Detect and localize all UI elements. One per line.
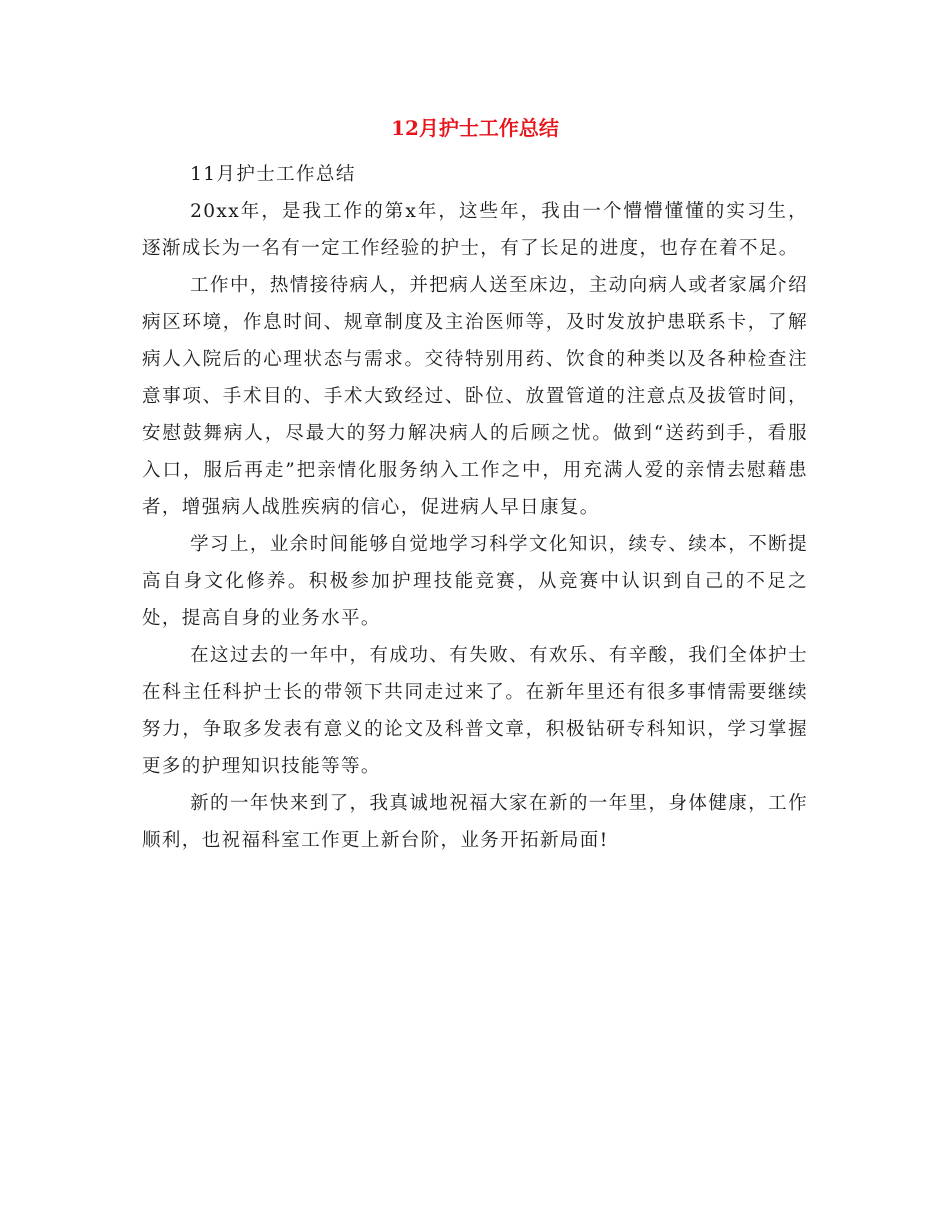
- subtitle-paragraph: 11月护士工作总结: [190, 164, 356, 185]
- document-title: 12月护士工作总结: [391, 116, 559, 140]
- review-paragraph: 在这过去的一年中，有成功、有失败、有欢乐、有辛酸，我们全体护士在科主任科护士长的带领下共同走过来了。在新年里还有很多事情需要继续努力，争取多发表有意义的论文及科普文章，积极钻研专科知识，学习掌握更多的护理知识技能等等。: [142, 645, 808, 777]
- wishes-paragraph: 新的一年快来到了，我真诚地祝福大家在新的一年里，身体健康，工作顺利，也祝福科室工作更上新台阶，业务开拓新局面!: [142, 793, 808, 851]
- study-paragraph: 学习上，业余时间能够自觉地学习科学文化知识，续专、续本，不断提高自身文化修养。积极参加护理技能竞赛，从竞赛中认识到自己的不足之处，提高自身的业务水平。: [142, 534, 808, 629]
- document-body: [142, 156, 808, 859]
- work-paragraph: 工作中，热情接待病人，并把病人送至床边，主动向病人或者家属介绍病区环境，作息时间、规章制度及主治医师等，及时发放护患联系卡，了解病人入院后的心理状态与需求。交待特别用药、饮食的种类以及各种检查注意事项、手术目的、手术大致经过、卧位、放置管道的注意点及拔管时间，安慰鼓舞病人，尽最大的努力解决病人的后顾之忧。做到“送药到手，看服入口，服后再走”把亲情化服务纳入工作之中，用充满人爱的亲情去慰藉患者，增强病人战胜疾病的信心，促进病人早日康复。: [142, 275, 808, 518]
- intro-paragraph: 20xx年，是我工作的第x年，这些年，我由一个懵懵懂懂的实习生，逐渐成长为一名有一定工作经验的护士，有了长足的进度，也存在着不足。: [142, 201, 808, 259]
